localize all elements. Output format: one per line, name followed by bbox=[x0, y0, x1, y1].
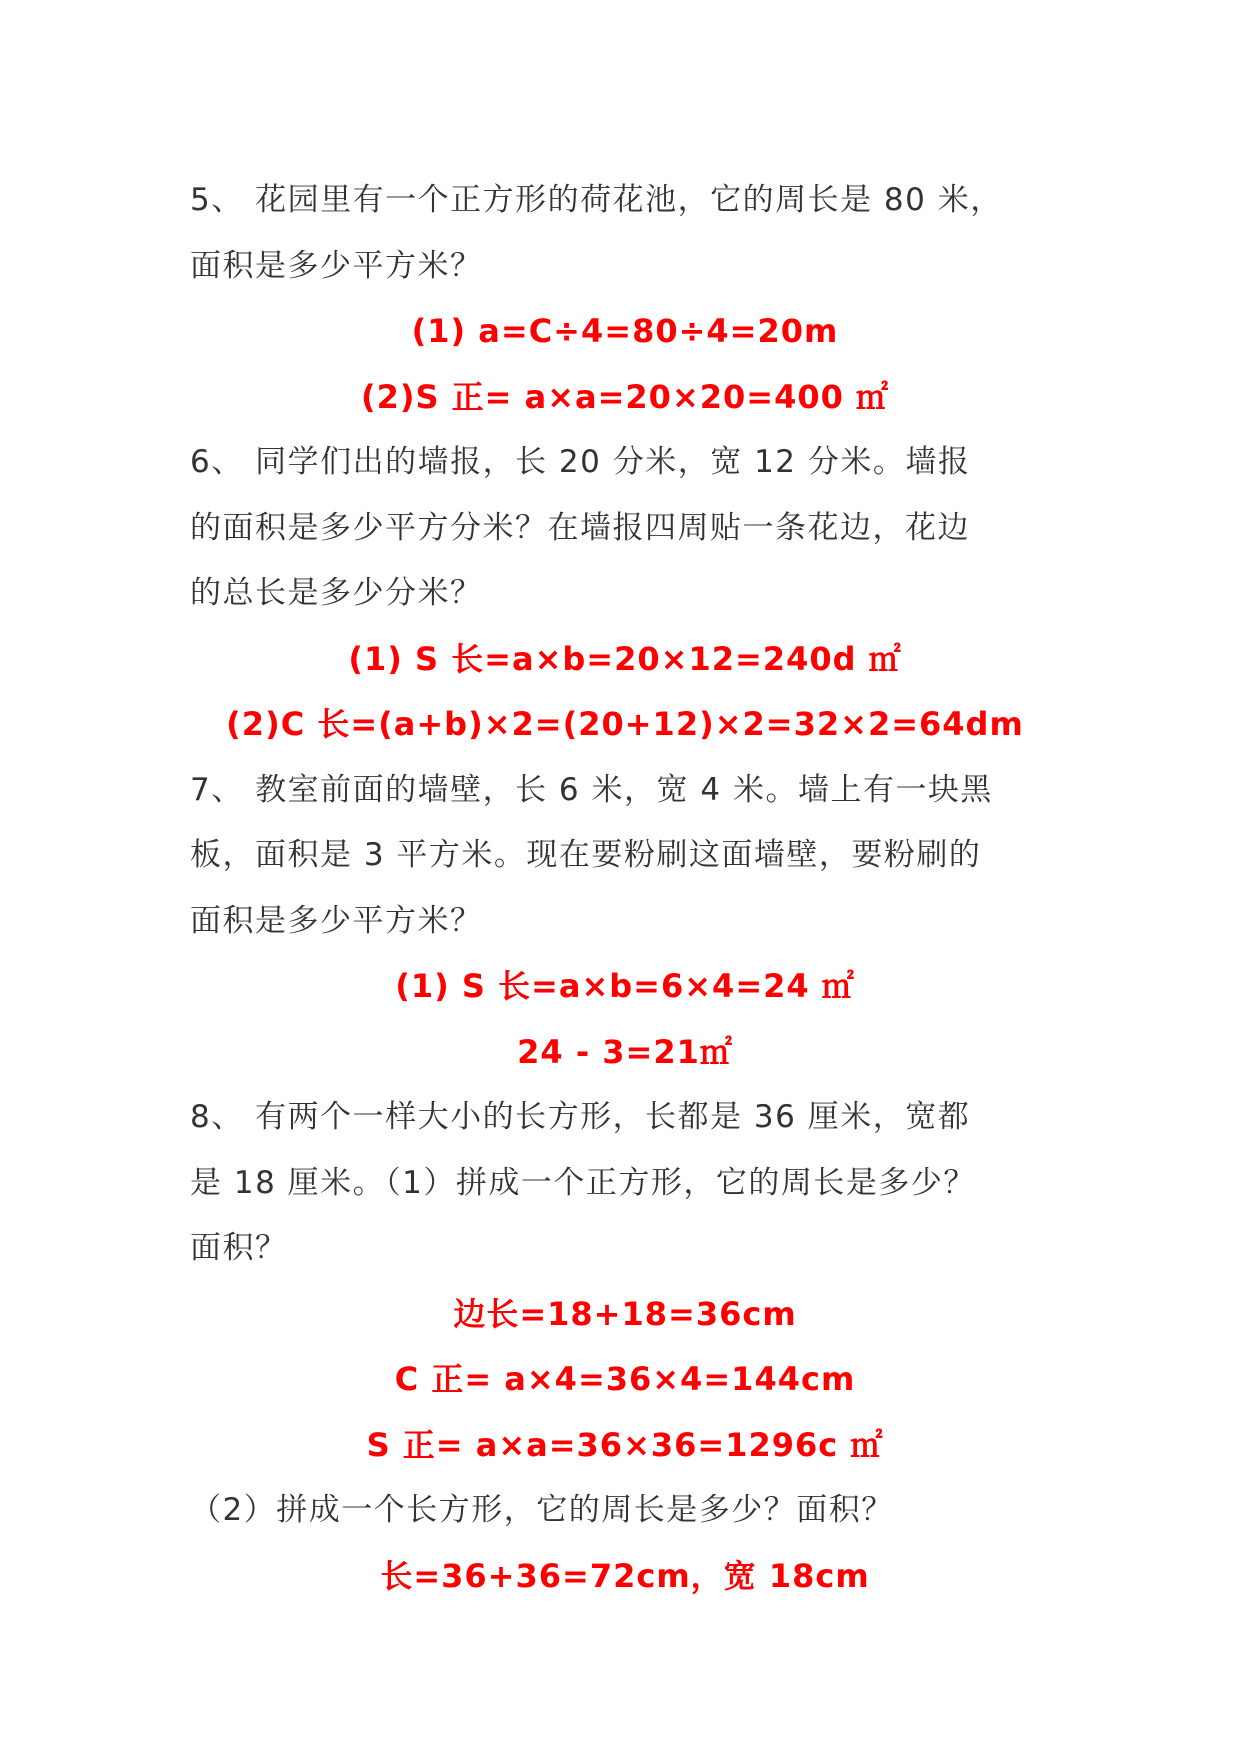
problem-list bbox=[190, 168, 1060, 1609]
problem-5-answer-line-2: (2)S 正= a×a=20×20=400 ㎡ bbox=[360, 377, 890, 416]
problem-7-answer-line-2: 24 - 3=21㎡ bbox=[517, 1032, 733, 1071]
problem-7-question-line-3: 面积是多少平方米？ bbox=[190, 902, 483, 939]
problem-6-answer-line-2: (2)C 长=(a+b)×2=(20+12)×2=32×2=64dm bbox=[226, 705, 1024, 743]
problem-7-question-line-2: 板，面积是 3 平方米。现在要粉刷这面墙壁，要粉刷的 bbox=[190, 837, 982, 873]
problem-8-question-line-3: 面积？ bbox=[190, 1230, 288, 1266]
problem-8-question-line-2: 是 18 厘米。（1）拼成一个正方形，它的周长是多少？ bbox=[190, 1164, 976, 1201]
problem-5-answer-line-1: (1) a=C÷4=80÷4=20m bbox=[411, 312, 839, 350]
problem-6-question-line-2: 的面积是多少平方分米？在墙报四周贴一条花边，花边 bbox=[190, 509, 970, 546]
problem-8-sub-answer-line-1: 长=36+36=72cm，宽 18cm bbox=[380, 1556, 870, 1595]
problem-8-answer-line-3: S 正= a×a=36×36=1296c ㎡ bbox=[366, 1425, 884, 1464]
problem-8-answer-line-2: C 正= a×4=36×4=144cm bbox=[394, 1360, 856, 1398]
problem-5-question-line-1: 5、 花园里有一个正方形的荷花池，它的周长是 80 米， bbox=[190, 182, 1003, 218]
problem-6-question-line-1: 6、 同学们出的墙报，长 20 分米，宽 12 分米。墙报 bbox=[190, 444, 971, 480]
problem-8-question-line-1: 8、 有两个一样大小的长方形，长都是 36 厘米，宽都 bbox=[190, 1099, 971, 1135]
problem-8-answer-line-1: 边长=18+18=36cm bbox=[453, 1294, 797, 1333]
problem-8-sub-question: （2）拼成一个长方形，它的周长是多少？面积？ bbox=[190, 1492, 894, 1528]
problem-6-question-line-3: 的总长是多少分米？ bbox=[190, 575, 483, 611]
problem-7-answer-line-1: (1) S 长=a×b=6×4=24 ㎡ bbox=[395, 967, 855, 1005]
problem-5-question-line-2: 面积是多少平方米？ bbox=[190, 247, 483, 284]
problem-7-question-line-1: 7、 教室前面的墙壁，长 6 米，宽 4 米。墙上有一块黑 bbox=[190, 771, 993, 808]
problem-6-answer-line-1: (1) S 长=a×b=20×12=240d ㎡ bbox=[348, 639, 902, 678]
